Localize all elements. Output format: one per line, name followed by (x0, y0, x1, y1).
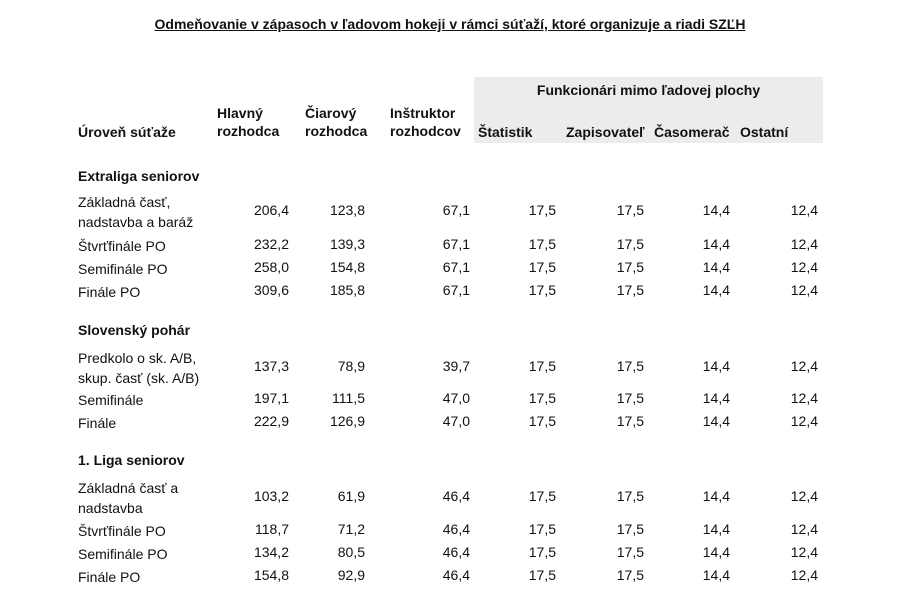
table-cell: 258,0 (253, 259, 289, 275)
table-cell: 12,4 (790, 282, 818, 298)
table-cell: 309,6 (253, 282, 289, 298)
table-cell: 12,4 (790, 390, 818, 406)
header-head-referee: Hlavný rozhodca (217, 105, 280, 139)
table-cell: 61,9 (337, 488, 365, 504)
table-cell: 14,4 (702, 544, 730, 560)
table-cell: 14,4 (702, 413, 730, 429)
section-title: 1. Liga seniorov (78, 452, 185, 468)
row-label: Základná časť, nadstavba a baráž (78, 194, 194, 230)
table-cell: 14,4 (702, 358, 730, 374)
table-cell: 17,5 (528, 488, 556, 504)
table-cell: 17,5 (528, 544, 556, 560)
table-cell: 232,2 (253, 236, 289, 252)
row-label: Finále PO (78, 284, 141, 300)
header-instructor: Inštruktor rozhodcov (390, 105, 461, 139)
table-cell: 12,4 (790, 236, 818, 252)
table-cell: 12,4 (790, 202, 818, 218)
table-cell: 46,4 (442, 544, 470, 560)
table-cell: 14,4 (702, 390, 730, 406)
section-title: Extraliga seniorov (78, 168, 200, 184)
table-cell: 12,4 (790, 259, 818, 275)
table-cell: 17,5 (528, 390, 556, 406)
table-cell: 17,5 (616, 236, 644, 252)
table-cell: 103,2 (253, 488, 289, 504)
table-cell: 137,3 (253, 358, 289, 374)
header-linesman: Čiarový rozhodca (305, 105, 368, 139)
header-scorekeeper: Zapisovateľ (566, 124, 645, 140)
table-cell: 139,3 (329, 236, 365, 252)
table-cell: 39,7 (442, 358, 470, 374)
table-cell: 17,5 (528, 413, 556, 429)
table-cell: 46,4 (442, 567, 470, 583)
row-label: Finále (78, 415, 117, 431)
table-cell: 67,1 (442, 259, 470, 275)
table-cell: 12,4 (790, 413, 818, 429)
table-cell: 126,9 (329, 413, 365, 429)
table-cell: 67,1 (442, 282, 470, 298)
row-label: Semifinále PO (78, 261, 168, 277)
table-cell: 123,8 (329, 202, 365, 218)
table-cell: 12,4 (790, 488, 818, 504)
table-cell: 47,0 (442, 413, 470, 429)
table-cell: 154,8 (253, 567, 289, 583)
table-cell: 17,5 (616, 544, 644, 560)
table-cell: 14,4 (702, 521, 730, 537)
table-cell: 12,4 (790, 544, 818, 560)
table-cell: 17,5 (528, 282, 556, 298)
table-cell: 17,5 (528, 236, 556, 252)
header-others: Ostatní (740, 124, 789, 140)
row-label: Finále PO (78, 569, 141, 585)
row-label: Štvrťfinále PO (78, 238, 166, 254)
table-cell: 17,5 (616, 358, 644, 374)
table-cell: 134,2 (253, 544, 289, 560)
table-cell: 71,2 (337, 521, 365, 537)
table-cell: 17,5 (528, 567, 556, 583)
table-cell: 80,5 (337, 544, 365, 560)
table-cell: 206,4 (253, 202, 289, 218)
header-statistician: Štatistik (478, 124, 533, 140)
table-cell: 67,1 (442, 202, 470, 218)
table-cell: 17,5 (616, 390, 644, 406)
officials-group-header: Funkcionári mimo ľadovej plochy (536, 82, 761, 98)
row-label: Semifinále (78, 392, 144, 408)
table-cell: 78,9 (337, 358, 365, 374)
table-cell: 12,4 (790, 358, 818, 374)
table-cell: 14,4 (702, 236, 730, 252)
row-label: Základná časť a nadstavba (78, 480, 179, 516)
table-cell: 17,5 (528, 521, 556, 537)
table-cell: 17,5 (616, 259, 644, 275)
header-level: Úroveň súťaže (78, 124, 176, 140)
table-cell: 154,8 (329, 259, 365, 275)
row-label: Semifinále PO (78, 546, 168, 562)
table-cell: 17,5 (616, 202, 644, 218)
table-cell: 46,4 (442, 521, 470, 537)
table-cell: 111,5 (332, 390, 365, 406)
table-cell: 14,4 (702, 259, 730, 275)
table-cell: 14,4 (702, 567, 730, 583)
table-cell: 185,8 (329, 282, 365, 298)
table-cell: 12,4 (790, 521, 818, 537)
row-label: Predkolo o sk. A/B, skup. časť (sk. A/B) (78, 350, 200, 386)
table-cell: 92,9 (337, 567, 365, 583)
table-cell: 47,0 (442, 390, 470, 406)
table-cell: 17,5 (616, 521, 644, 537)
table-cell: 17,5 (616, 413, 644, 429)
table-cell: 17,5 (616, 567, 644, 583)
table-cell: 67,1 (442, 236, 470, 252)
table-cell: 118,7 (255, 521, 289, 537)
document-title: Odmeňovanie v zápasoch v ľadovom hokeji v rámci súťaží, ktoré organizuje a riadi SZĽH (154, 16, 746, 32)
table-cell: 17,5 (616, 488, 644, 504)
row-label: Štvrťfinále PO (78, 523, 166, 539)
table-cell: 46,4 (442, 488, 470, 504)
section-title: Slovenský pohár (78, 322, 191, 338)
table-cell: 14,4 (702, 202, 730, 218)
table-cell: 17,5 (528, 358, 556, 374)
header-timekeeper: Časomerač (654, 124, 730, 140)
table-cell: 14,4 (702, 488, 730, 504)
table-cell: 17,5 (528, 259, 556, 275)
table-cell: 17,5 (528, 202, 556, 218)
table-cell: 17,5 (616, 282, 644, 298)
table-cell: 14,4 (702, 282, 730, 298)
table-cell: 12,4 (790, 567, 818, 583)
table-cell: 197,1 (253, 390, 289, 406)
table-cell: 222,9 (253, 413, 289, 429)
